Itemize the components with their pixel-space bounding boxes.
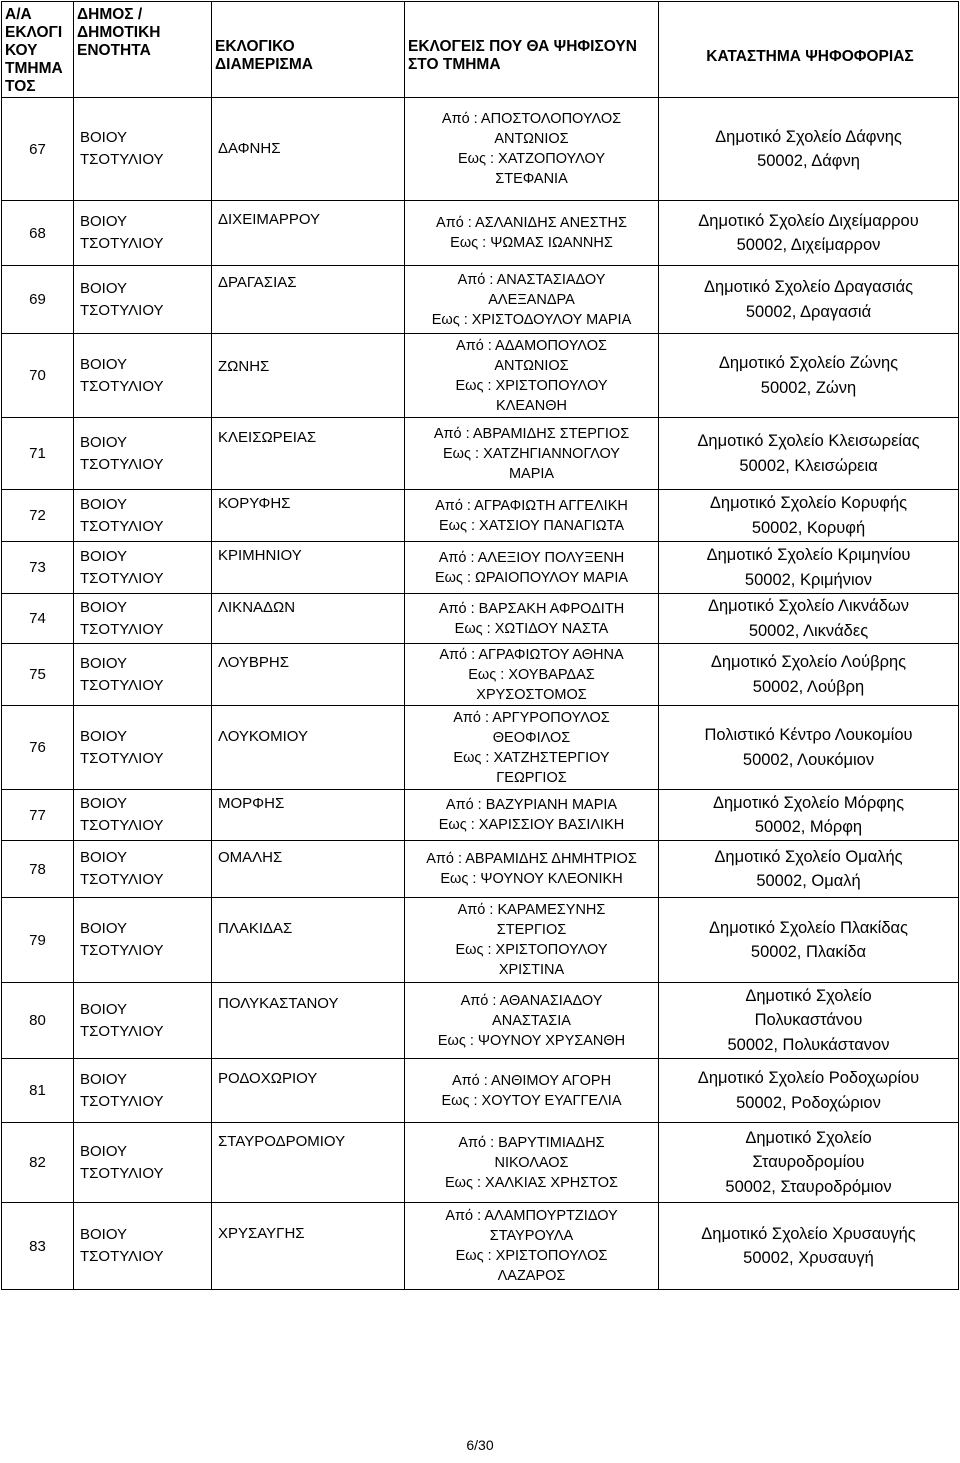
- table-row: [2, 542, 959, 594]
- polling-station: Δημοτικό Σχολείο Κορυφής 50002, Κορυφή: [659, 490, 959, 542]
- precinct: ΚΡΙΜΗΝΙΟΥ: [212, 542, 405, 594]
- section-number: 81: [2, 1059, 74, 1123]
- section-number: 69: [2, 266, 74, 334]
- municipality: ΒΟΙΟΥ ΤΣΟΤΥΛΙΟΥ: [74, 898, 212, 983]
- precinct: ΖΩΝΗΣ: [212, 334, 405, 418]
- electors-range: Από : ΑΣΛΑΝΙΔΗΣ ΑΝΕΣΤΗΣ Εως : ΨΩΜΑΣ ΙΩΑΝΝΗΣ: [405, 201, 659, 266]
- municipality: ΒΟΙΟΥ ΤΣΟΤΥΛΙΟΥ: [74, 201, 212, 266]
- polling-station: Πολιστικό Κέντρο Λουκομίου 50002, Λουκόμιον: [659, 706, 959, 790]
- electors-range: Από : ΑΔΑΜΟΠΟΥΛΟΣ ΑΝΤΩΝΙΟΣ Εως : ΧΡΙΣΤΟΠΟΥΛΟΥ ΚΛΕΑΝΘΗ: [405, 334, 659, 418]
- table-row: [2, 490, 959, 542]
- table-row: [2, 790, 959, 841]
- polling-station: Δημοτικό Σχολείο Λούβρης 50002, Λούβρη: [659, 644, 959, 706]
- section-number: 75: [2, 644, 74, 706]
- municipality: ΒΟΙΟΥ ΤΣΟΤΥΛΙΟΥ: [74, 1203, 212, 1290]
- municipality: ΒΟΙΟΥ ΤΣΟΤΥΛΙΟΥ: [74, 334, 212, 418]
- table-row: [2, 594, 959, 644]
- precinct: ΡΟΔΟΧΩΡΙΟΥ: [212, 1059, 405, 1123]
- polling-station: Δημοτικό Σχολείο Μόρφης 50002, Μόρφη: [659, 790, 959, 841]
- precinct: ΛΙΚΝΑΔΩΝ: [212, 594, 405, 644]
- polling-station: Δημοτικό Σχολείο Ομαλής 50002, Ομαλή: [659, 841, 959, 898]
- precinct: ΛΟΥΒΡΗΣ: [212, 644, 405, 706]
- section-number: 77: [2, 790, 74, 841]
- electors-range: Από : ΑΛΑΜΠΟΥΡΤΖΙΔΟΥ ΣΤΑΥΡΟΥΛΑ Εως : ΧΡΙΣΤΟΠΟΥΛΟΣ ΛΑΖΑΡΟΣ: [405, 1203, 659, 1290]
- electors-range: Από : ΑΛΕΞΙΟΥ ΠΟΛΥΞΕΝΗ Εως : ΩΡΑΙΟΠΟΥΛΟΥ ΜΑΡΙΑ: [405, 542, 659, 594]
- municipality: ΒΟΙΟΥ ΤΣΟΤΥΛΙΟΥ: [74, 1123, 212, 1203]
- electors-range: Από : ΒΑΡΥΤΙΜΙΑΔΗΣ ΝΙΚΟΛΑΟΣ Εως : ΧΑΛΚΙΑΣ ΧΡΗΣΤΟΣ: [405, 1123, 659, 1203]
- municipality: ΒΟΙΟΥ ΤΣΟΤΥΛΙΟΥ: [74, 98, 212, 201]
- precinct: ΠΛΑΚΙΔΑΣ: [212, 898, 405, 983]
- table-row: [2, 983, 959, 1059]
- precinct: ΔΙΧΕΙΜΑΡΡΟΥ: [212, 201, 405, 266]
- table-row: [2, 644, 959, 706]
- section-number: 80: [2, 983, 74, 1059]
- table-row: [2, 1059, 959, 1123]
- header-station: ΚΑΤΑΣΤΗΜΑ ΨΗΦΟΦΟΡΙΑΣ: [659, 2, 959, 98]
- electors-range: Από : ΑΝΑΣΤΑΣΙΑΔΟΥ ΑΛΕΞΑΝΔΡΑ Εως : ΧΡΙΣΤΟΔΟΥΛΟΥ ΜΑΡΙΑ: [405, 266, 659, 334]
- municipality: ΒΟΙΟΥ ΤΣΟΤΥΛΙΟΥ: [74, 542, 212, 594]
- precinct: ΚΟΡΥΦΗΣ: [212, 490, 405, 542]
- polling-station: Δημοτικό Σχολείο Πολυκαστάνου 50002, Πολυκάστανον: [659, 983, 959, 1059]
- header-section-number: Α/Α ΕΚΛΟΓΙ ΚΟΥ ΤΜΗΜΑ ΤΟΣ: [2, 2, 74, 98]
- precinct: ΛΟΥΚΟΜΙΟΥ: [212, 706, 405, 790]
- polling-station: Δημοτικό Σχολείο Χρυσαυγής 50002, Χρυσαυγή: [659, 1203, 959, 1290]
- table-row: [2, 1203, 959, 1290]
- municipality: ΒΟΙΟΥ ΤΣΟΤΥΛΙΟΥ: [74, 266, 212, 334]
- header-row: [2, 2, 959, 98]
- table-row: [2, 98, 959, 201]
- table-row: [2, 266, 959, 334]
- polling-station: Δημοτικό Σχολείο Διχείμαρρου 50002, Διχείμαρρον: [659, 201, 959, 266]
- municipality: ΒΟΙΟΥ ΤΣΟΤΥΛΙΟΥ: [74, 706, 212, 790]
- municipality: ΒΟΙΟΥ ΤΣΟΤΥΛΙΟΥ: [74, 490, 212, 542]
- municipality: ΒΟΙΟΥ ΤΣΟΤΥΛΙΟΥ: [74, 594, 212, 644]
- page-number: 6/30: [466, 1437, 494, 1453]
- precinct: ΟΜΑΛΗΣ: [212, 841, 405, 898]
- section-number: 72: [2, 490, 74, 542]
- polling-station: Δημοτικό Σχολείο Κριμηνίου 50002, Κριμήνιον: [659, 542, 959, 594]
- electors-range: Από : ΚΑΡΑΜΕΣΥΝΗΣ ΣΤΕΡΓΙΟΣ Εως : ΧΡΙΣΤΟΠΟΥΛΟΥ ΧΡΙΣΤΙΝΑ: [405, 898, 659, 983]
- section-number: 68: [2, 201, 74, 266]
- municipality: ΒΟΙΟΥ ΤΣΟΤΥΛΙΟΥ: [74, 644, 212, 706]
- electors-range: Από : ΑΒΡΑΜΙΔΗΣ ΣΤΕΡΓΙΟΣ Εως : ΧΑΤΖΗΓΙΑΝΝΟΓΛΟΥ ΜΑΡΙΑ: [405, 418, 659, 490]
- electors-range: Από : ΒΑΡΣΑΚΗ ΑΦΡΟΔΙΤΗ Εως : ΧΩΤΙΔΟΥ ΝΑΣΤΑ: [405, 594, 659, 644]
- polling-station: Δημοτικό Σχολείο Ζώνης 50002, Ζώνη: [659, 334, 959, 418]
- municipality: ΒΟΙΟΥ ΤΣΟΤΥΛΙΟΥ: [74, 790, 212, 841]
- electors-range: Από : ΑΘΑΝΑΣΙΑΔΟΥ ΑΝΑΣΤΑΣΙΑ Εως : ΨΟΥΝΟΥ ΧΡΥΣΑΝΘΗ: [405, 983, 659, 1059]
- table-row: [2, 841, 959, 898]
- section-number: 82: [2, 1123, 74, 1203]
- electors-range: Από : ΑΡΓΥΡΟΠΟΥΛΟΣ ΘΕΟΦΙΛΟΣ Εως : ΧΑΤΖΗΣΤΕΡΓΙΟΥ ΓΕΩΡΓΙΟΣ: [405, 706, 659, 790]
- table-row: [2, 706, 959, 790]
- section-number: 73: [2, 542, 74, 594]
- municipality: ΒΟΙΟΥ ΤΣΟΤΥΛΙΟΥ: [74, 418, 212, 490]
- polling-station: Δημοτικό Σχολείο Κλεισωρείας 50002, Κλεισώρεια: [659, 418, 959, 490]
- table-row: [2, 418, 959, 490]
- header-electors: ΕΚΛΟΓΕΙΣ ΠΟΥ ΘΑ ΨΗΦΙΣΟΥΝ ΣΤΟ ΤΜΗΜΑ: [405, 2, 659, 98]
- polling-station: Δημοτικό Σχολείο Δάφνης 50002, Δάφνη: [659, 98, 959, 201]
- electors-range: Από : ΑΝΘΙΜΟΥ ΑΓΟΡΗ Εως : ΧΟΥΤΟΥ ΕΥΑΓΓΕΛΙΑ: [405, 1059, 659, 1123]
- section-number: 74: [2, 594, 74, 644]
- section-number: 79: [2, 898, 74, 983]
- precinct: ΠΟΛΥΚΑΣΤΑΝΟΥ: [212, 983, 405, 1059]
- section-number: 70: [2, 334, 74, 418]
- table-row: [2, 1123, 959, 1203]
- municipality: ΒΟΙΟΥ ΤΣΟΤΥΛΙΟΥ: [74, 983, 212, 1059]
- header-municipality: ΔΗΜΟΣ / ΔΗΜΟΤΙΚΗ ΕΝΟΤΗΤΑ: [74, 2, 212, 98]
- polling-station: Δημοτικό Σχολείο Σταυροδρομίου 50002, Σταυροδρόμιον: [659, 1123, 959, 1203]
- polling-table: [1, 1, 959, 1290]
- polling-station: Δημοτικό Σχολείο Ροδοχωρίου 50002, Ροδοχώριον: [659, 1059, 959, 1123]
- municipality: ΒΟΙΟΥ ΤΣΟΤΥΛΙΟΥ: [74, 1059, 212, 1123]
- electors-range: Από : ΑΠΟΣΤΟΛΟΠΟΥΛΟΣ ΑΝΤΩΝΙΟΣ Εως : ΧΑΤΖΟΠΟΥΛΟΥ ΣΤΕΦΑΝΙΑ: [405, 98, 659, 201]
- section-number: 76: [2, 706, 74, 790]
- polling-station: Δημοτικό Σχολείο Λικνάδων 50002, Λικνάδες: [659, 594, 959, 644]
- precinct: ΔΑΦΝΗΣ: [212, 98, 405, 201]
- electors-range: Από : ΑΒΡΑΜΙΔΗΣ ΔΗΜΗΤΡΙΟΣ Εως : ΨΟΥΝΟΥ ΚΛΕΟΝΙΚΗ: [405, 841, 659, 898]
- table-row: [2, 898, 959, 983]
- section-number: 78: [2, 841, 74, 898]
- header-precinct: ΕΚΛΟΓΙΚΟ ΔΙΑΜΕΡΙΣΜΑ: [212, 2, 405, 98]
- municipality: ΒΟΙΟΥ ΤΣΟΤΥΛΙΟΥ: [74, 841, 212, 898]
- table-row: [2, 201, 959, 266]
- section-number: 71: [2, 418, 74, 490]
- polling-station: Δημοτικό Σχολείο Πλακίδας 50002, Πλακίδα: [659, 898, 959, 983]
- table-row: [2, 334, 959, 418]
- precinct: ΚΛΕΙΣΩΡΕΙΑΣ: [212, 418, 405, 490]
- electors-range: Από : ΒΑΖΥΡΙΑΝΗ ΜΑΡΙΑ Εως : ΧΑΡΙΣΣΙΟΥ ΒΑΣΙΛΙΚΗ: [405, 790, 659, 841]
- precinct: ΔΡΑΓΑΣΙΑΣ: [212, 266, 405, 334]
- section-number: 67: [2, 98, 74, 201]
- section-number: 83: [2, 1203, 74, 1290]
- electors-range: Από : ΑΓΡΑΦΙΩΤΟΥ ΑΘΗΝΑ Εως : ΧΟΥΒΑΡΔΑΣ ΧΡΥΣΟΣΤΟΜΟΣ: [405, 644, 659, 706]
- electors-range: Από : ΑΓΡΑΦΙΩΤΗ ΑΓΓΕΛΙΚΗ Εως : ΧΑΤΣΙΟΥ ΠΑΝΑΓΙΩΤΑ: [405, 490, 659, 542]
- precinct: ΧΡΥΣΑΥΓΗΣ: [212, 1203, 405, 1290]
- precinct: ΜΟΡΦΗΣ: [212, 790, 405, 841]
- precinct: ΣΤΑΥΡΟΔΡΟΜΙΟΥ: [212, 1123, 405, 1203]
- polling-station: Δημοτικό Σχολείο Δραγασιάς 50002, Δραγασιά: [659, 266, 959, 334]
